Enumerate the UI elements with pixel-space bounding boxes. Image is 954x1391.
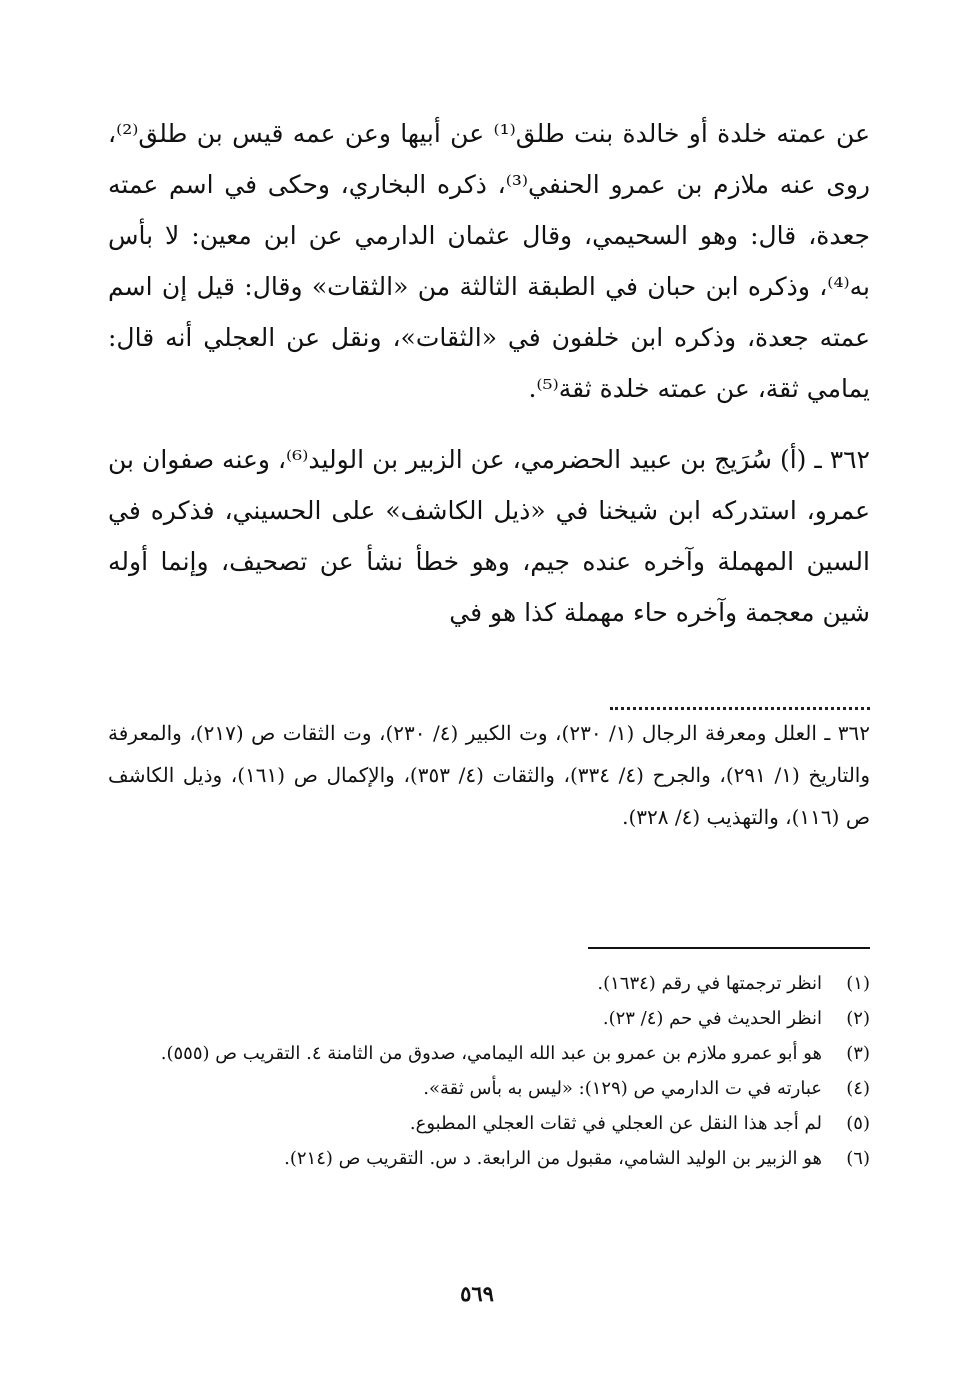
footnote-text: لم أجد هذا النقل عن العجلي في ثقات العجلي المطبوع. xyxy=(409,1113,822,1134)
footnote-number: (٦) xyxy=(846,1148,870,1169)
footnote-number: (٢) xyxy=(846,1008,870,1029)
main-paragraph-1: عن عمته خلدة أو خالدة بنت طلق⁽¹⁾ عن أبيها وعن عمه قيس بن طلق⁽²⁾، روى عنه ملازم بن عمرو الحنفي⁽³⁾، ذكره البخاري، وحكى في اسم عمته جعدة، قال: وهو السحيمي، وقال عثمان الدارمي عن ابن معين: لا بأس به⁽⁴⁾، وذكره ابن حبان في الطبقة الثالثة من «الثقات» وقال: قيل إن اسم عمته جعدة، وذكره ابن خلفون في «الثقات»، ونقل عن العجلي أنه قال: يمامي ثقة، عن عمته خلدة ثقة⁽⁵⁾. xyxy=(108,119,871,403)
footnote-text: انظر الحديث في حم (٤/ ٢٣). xyxy=(602,1008,822,1029)
main-body-text xyxy=(108,108,870,638)
footnote-text: انظر ترجمتها في رقم (١٦٣٤). xyxy=(597,973,822,994)
sources-text: ٣٦٢ ـ العلل ومعرفة الرجال (١/ ٢٣٠)، وت الكبير (٤/ ٢٣٠)، وت الثقات ص (٢١٧)، والمعرفة والتاريخ (١/ ٢٩١)، والجرح (٤/ ٣٣٤)، والثقات (٤/ ٣٥٣)، والإكمال ص (١٦١)، وذيل الكاشف ص (١١٦)، والتهذيب (٤/ ٣٢٨). xyxy=(108,721,870,829)
footnote-item xyxy=(108,966,870,1001)
sources-block xyxy=(108,712,870,838)
footnote-item xyxy=(108,1141,870,1176)
footnote-item xyxy=(108,1036,870,1071)
footnote-rule xyxy=(588,947,870,949)
main-paragraph-2: ٣٦٢ ـ (أ) سُرَيج بن عبيد الحضرمي، عن الزبير بن الوليد⁽⁶⁾، وعنه صفوان بن عمرو، استدركه ابن شيخنا في «ذيل الكاشف» على الحسيني، فذكره في السين المهملة وآخره عنده جيم، وهو خطأ نشأ عن تصحيف، وإنما أوله شين معجمة وآخره حاء مهملة كذا هو في xyxy=(108,445,870,627)
footnotes-list xyxy=(108,966,870,1176)
footnote-item xyxy=(108,1106,870,1141)
footnote-number: (١) xyxy=(846,973,870,994)
footnote-number: (٤) xyxy=(846,1078,870,1099)
footnote-item xyxy=(108,1001,870,1036)
footnote-text: هو الزبير بن الوليد الشامي، مقبول من الرابعة. د س. التقريب ص (٢١٤). xyxy=(284,1148,822,1169)
page-number: ٥٦٩ xyxy=(460,1281,494,1306)
footnote-text: هو أبو عمرو ملازم بن عمرو بن عبد الله اليمامي، صدوق من الثامنة ٤. التقريب ص (٥٥٥). xyxy=(160,1043,822,1064)
footnote-number: (٥) xyxy=(846,1113,870,1134)
footnote-item xyxy=(108,1071,870,1106)
footnote-number: (٣) xyxy=(846,1043,870,1064)
footnote-text: عبارته في ت الدارمي ص (١٢٩): «ليس به بأس ثقة». xyxy=(423,1078,822,1099)
